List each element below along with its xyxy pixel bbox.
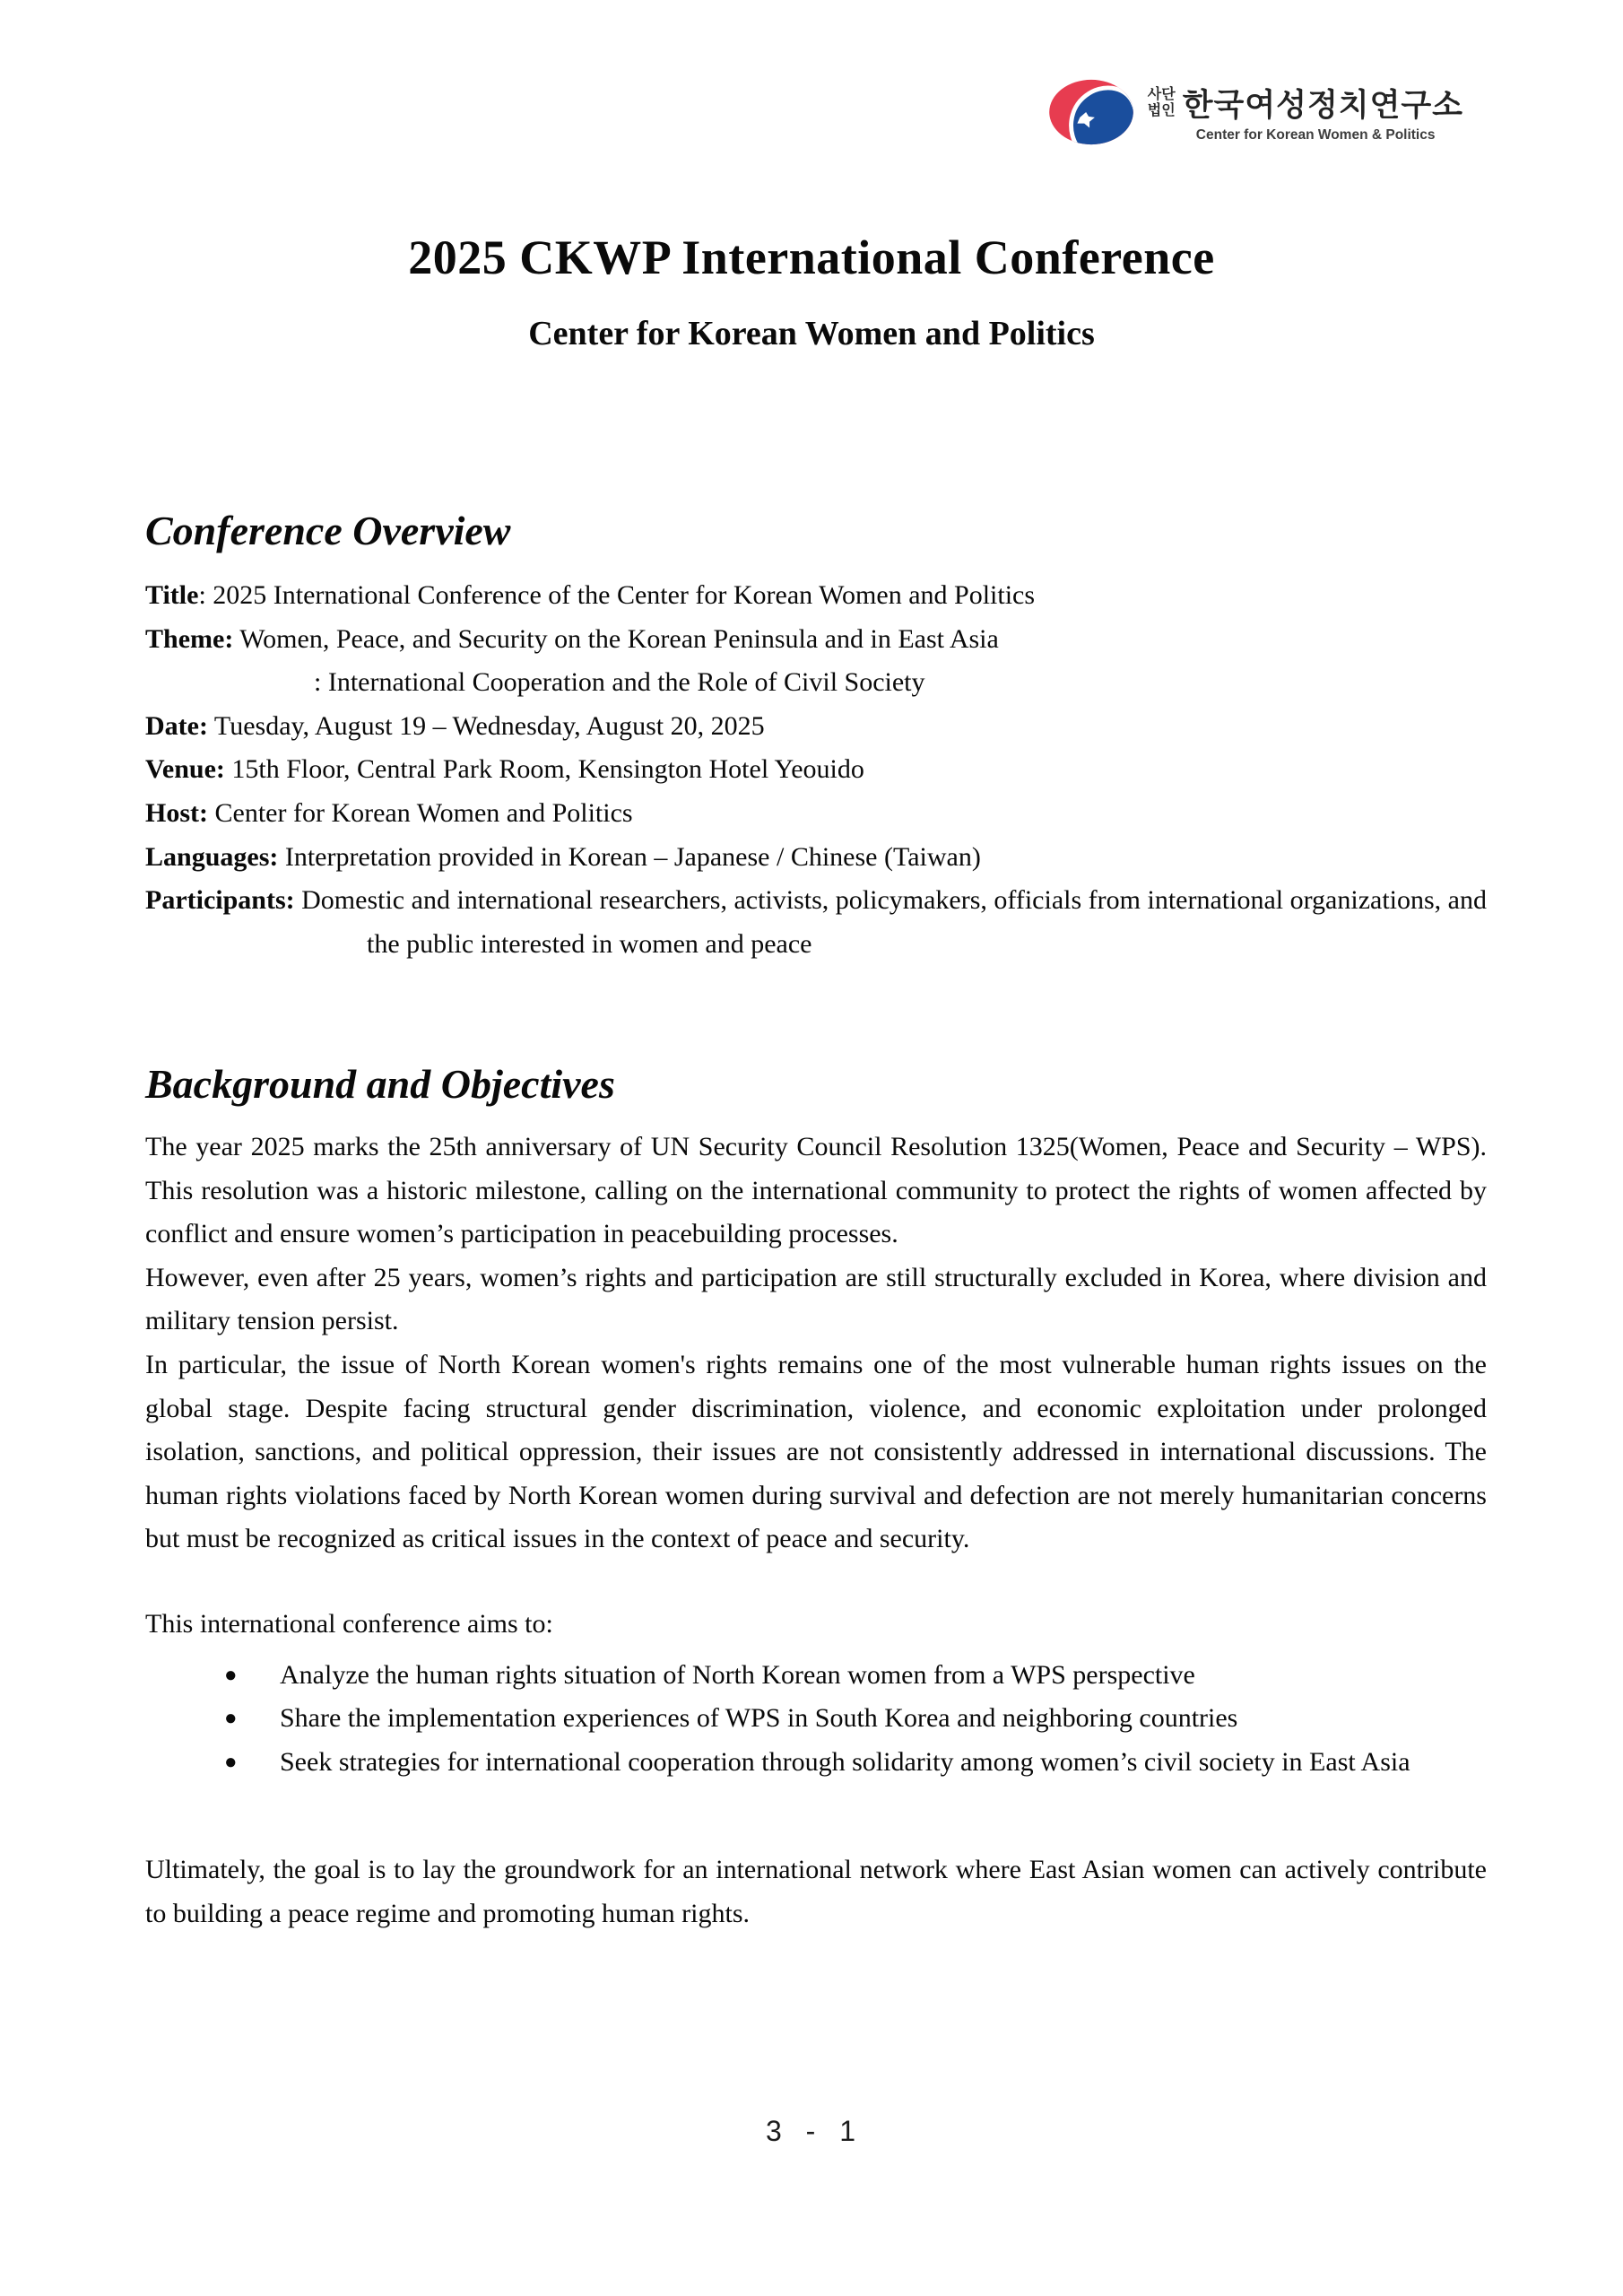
field-label: Theme: xyxy=(145,623,234,654)
section-heading-conference-overview: Conference Overview xyxy=(145,508,511,553)
overview-field-list xyxy=(145,574,1487,966)
document-title: 2025 CKWP International Conference xyxy=(408,230,1215,284)
field-value: Domestic and international researchers, activists, policymakers, officials from international organizations, and the public interested in women and peace xyxy=(294,885,1487,959)
field-value: Center for Korean Women and Politics xyxy=(208,797,633,828)
overview-row-title xyxy=(145,574,1487,618)
org-name-en: Center for Korean Women & Politics xyxy=(1195,127,1436,143)
bullet-dot-icon: ● xyxy=(224,1707,238,1731)
org-logo-mark-icon xyxy=(1047,77,1135,147)
field-value: Tuesday, August 19 – Wednesday, August 20, 2025 xyxy=(207,710,765,741)
page-number: 3 - 1 xyxy=(765,2115,858,2147)
background-paragraph-3: In particular, the issue of North Korean women's rights remains one of the most vulnerable human rights issues on the global stage. Despite facing structural gender discrimination, violence, and economic exploitation under prolonged isolation, sanctions, and political oppression, their issues are not consistently addressed in international discussions. The human rights violations faced by North Korean women during survival and defection are not merely humanitarian concerns but must be recognized as critical issues in the context of peace and security. xyxy=(145,1349,1487,1554)
field-value: 15th Floor, Central Park Room, Kensington Hotel Yeouido xyxy=(224,754,864,785)
background-paragraph-1: The year 2025 marks the 25th anniversary of UN Security Council Resolution 1325(Women, Peace and Security – WPS). This resolution was a historic milestone, calling on the international community to protect the rights of women affected by conflict and ensure women’s participation in peacebuilding processes. xyxy=(145,1132,1487,1249)
overview-row-host xyxy=(145,792,1487,836)
bullet-item-1 xyxy=(145,1654,1487,1698)
org-name-kr: 한국여성정치연구소 xyxy=(1182,88,1463,123)
field-value: : 2025 International Conference of the Center for Korean Women and Politics xyxy=(198,580,1036,610)
bullet-dot-icon: ● xyxy=(224,1663,238,1687)
document-subtitle: Center for Korean Women and Politics xyxy=(528,315,1095,352)
closing-paragraph: Ultimately, the goal is to lay the groundwork for an international network where East Asian women can actively contribute to building a peace regime and promoting human rights. xyxy=(145,1855,1487,1928)
field-value: Interpretation provided in Korean – Japanese / Chinese (Taiwan) xyxy=(278,841,981,872)
field-label: Languages: xyxy=(145,841,279,872)
overview-row-participants xyxy=(145,879,1487,966)
bullet-text: Analyze the human rights situation of North Korean women from a WPS perspective xyxy=(280,1659,1195,1690)
field-label: Venue: xyxy=(145,754,225,785)
org-logo xyxy=(1047,77,1463,147)
overview-row-languages xyxy=(145,836,1487,880)
field-label: Title xyxy=(145,580,199,610)
bullet-item-2 xyxy=(145,1697,1487,1741)
overview-row-theme-continuation xyxy=(145,661,1487,705)
field-value: Women, Peace, and Security on the Korean Peninsula and in East Asia xyxy=(233,623,999,654)
overview-row-date xyxy=(145,705,1487,749)
bullet-dot-icon: ● xyxy=(224,1750,238,1774)
field-label: Participants: xyxy=(145,885,295,916)
section-heading-background-objectives: Background and Objectives xyxy=(145,1061,615,1107)
field-label: Date: xyxy=(145,710,208,741)
field-value: : International Cooperation and the Role of Civil Society xyxy=(314,667,925,698)
bullet-text: Seek strategies for international cooperation through solidarity among women’s civil society in East Asia xyxy=(280,1746,1410,1777)
background-section-body xyxy=(145,1126,1487,1936)
bullet-text: Share the implementation experiences of WPS in South Korea and neighboring countries xyxy=(280,1703,1238,1734)
field-label: Host: xyxy=(145,797,208,828)
org-type-kr: 사단 법인 xyxy=(1147,87,1176,118)
org-logo-text xyxy=(1148,81,1463,144)
bullet-item-3 xyxy=(145,1741,1487,1785)
background-paragraph-2: However, even after 25 years, women’s rights and participation are still structurally excluded in Korea, where division and military tension persist. xyxy=(145,1262,1487,1336)
aims-intro: This international conference aims to: xyxy=(145,1608,553,1639)
overview-row-venue xyxy=(145,748,1487,792)
overview-row-theme xyxy=(145,618,1487,662)
aims-bullet-list xyxy=(145,1654,1487,1785)
